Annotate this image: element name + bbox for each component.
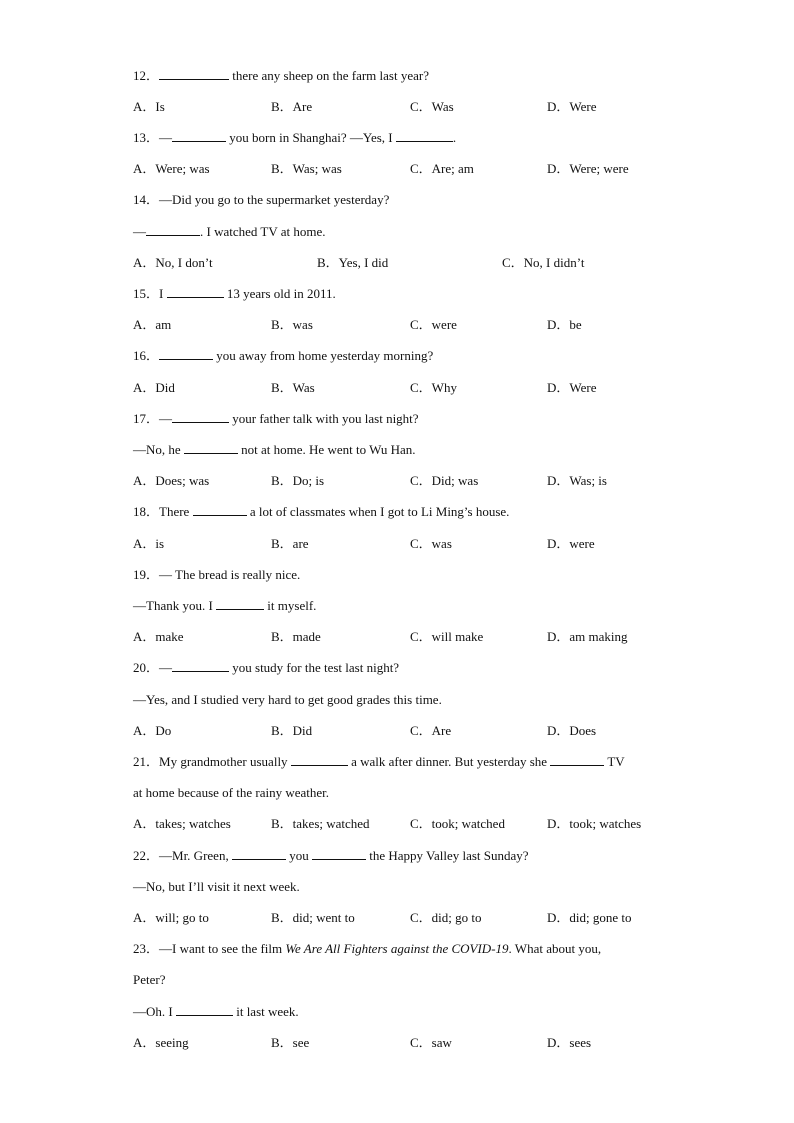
- option-d[interactable]: D．sees: [547, 1035, 592, 1050]
- option-d[interactable]: D．Does: [547, 723, 597, 738]
- film-title: We Are All Fighters against the COVID-19: [285, 941, 509, 956]
- option-b[interactable]: B．was: [271, 317, 313, 332]
- answer-blank: [232, 847, 286, 860]
- answer-blank: [291, 753, 348, 766]
- option-b[interactable]: B．did; went to: [271, 910, 355, 925]
- question-16-stem: 16． you away from home yesterday morning?: [133, 348, 434, 363]
- option-c[interactable]: C．will make: [410, 629, 484, 644]
- option-c[interactable]: C．No, I didn’t: [502, 255, 585, 270]
- option-a[interactable]: A．is: [133, 536, 165, 551]
- option-a[interactable]: A．seeing: [133, 1035, 189, 1050]
- option-b[interactable]: B．takes; watched: [271, 816, 370, 831]
- question-19-reply: —Thank you. I it myself.: [133, 598, 317, 613]
- option-d[interactable]: D．took; watches: [547, 816, 642, 831]
- question-17-stem: 17．— your father talk with you last night?: [133, 411, 419, 426]
- option-a[interactable]: A．am: [133, 317, 172, 332]
- option-b[interactable]: B．Do; is: [271, 473, 325, 488]
- option-d[interactable]: D．be: [547, 317, 582, 332]
- option-c[interactable]: C．Are; am: [410, 161, 474, 176]
- option-c[interactable]: C．took; watched: [410, 816, 505, 831]
- option-c[interactable]: C．Are: [410, 723, 452, 738]
- option-c[interactable]: C．was: [410, 536, 452, 551]
- answer-blank: [396, 129, 453, 142]
- question-23-continuation: Peter?: [133, 972, 166, 987]
- option-d[interactable]: D．Was; is: [547, 473, 607, 488]
- question-23-reply: —Oh. I it last week.: [133, 1004, 299, 1019]
- option-a[interactable]: A．Is: [133, 99, 165, 114]
- answer-blank: [172, 659, 229, 672]
- option-d[interactable]: D．Were; were: [547, 161, 629, 176]
- option-b[interactable]: B．made: [271, 629, 321, 644]
- question-20-reply: —Yes, and I studied very hard to get good grades this time.: [133, 692, 442, 707]
- answer-blank: [550, 753, 604, 766]
- question-21-stem: 21．My grandmother usually a walk after dinner. But yesterday she TV: [133, 754, 625, 769]
- question-20-stem: 20．— you study for the test last night?: [133, 660, 400, 675]
- option-c[interactable]: C．were: [410, 317, 457, 332]
- option-b[interactable]: B．Was: [271, 380, 315, 395]
- question-number: 12．: [133, 68, 160, 83]
- option-b[interactable]: B．Did: [271, 723, 313, 738]
- question-14-stem: 14．—Did you go to the supermarket yesterday?: [133, 192, 390, 207]
- answer-blank: [193, 503, 247, 516]
- answer-blank: [184, 441, 238, 454]
- question-23-stem: 23．—I want to see the film We Are All Fighters against the COVID-19. What about you,: [133, 941, 602, 956]
- option-a[interactable]: A．No, I don’t: [133, 255, 213, 270]
- option-c[interactable]: C．Why: [410, 380, 457, 395]
- option-a[interactable]: A．Were; was: [133, 161, 210, 176]
- option-a[interactable]: A．takes; watches: [133, 816, 231, 831]
- option-b[interactable]: B．Are: [271, 99, 313, 114]
- option-b[interactable]: B．are: [271, 536, 309, 551]
- question-17-reply: —No, he not at home. He went to Wu Han.: [133, 442, 416, 457]
- question-19-stem: 19．— The bread is really nice.: [133, 567, 301, 582]
- option-a[interactable]: A．Did: [133, 380, 175, 395]
- question-22-stem: 22．—Mr. Green, you the Happy Valley last Sunday?: [133, 848, 529, 863]
- option-b[interactable]: B．Yes, I did: [317, 255, 389, 270]
- answer-blank: [159, 67, 229, 80]
- option-d[interactable]: D．were: [547, 536, 595, 551]
- question-22-reply: —No, but I’ll visit it next week.: [133, 879, 300, 894]
- question-18-stem: 18．There a lot of classmates when I got to Li Ming’s house.: [133, 504, 510, 519]
- answer-blank: [159, 347, 213, 360]
- option-a[interactable]: A．will; go to: [133, 910, 209, 925]
- option-a[interactable]: A．make: [133, 629, 184, 644]
- answer-blank: [216, 597, 264, 610]
- question-13-stem: 13．— you born in Shanghai? —Yes, I .: [133, 130, 457, 145]
- question-21-continuation: at home because of the rainy weather.: [133, 785, 329, 800]
- option-c[interactable]: C．saw: [410, 1035, 452, 1050]
- option-a[interactable]: A．Does; was: [133, 473, 210, 488]
- answer-blank: [172, 129, 226, 142]
- answer-blank: [167, 285, 224, 298]
- option-c[interactable]: C．did; go to: [410, 910, 482, 925]
- question-12-stem: 12． there any sheep on the farm last year?: [133, 68, 429, 83]
- option-b[interactable]: B．Was; was: [271, 161, 342, 176]
- option-d[interactable]: D．am making: [547, 629, 628, 644]
- option-b[interactable]: B．see: [271, 1035, 310, 1050]
- option-d[interactable]: D．Were: [547, 380, 597, 395]
- option-d[interactable]: D．did; gone to: [547, 910, 632, 925]
- option-d[interactable]: D．Were: [547, 99, 597, 114]
- answer-blank: [176, 1003, 233, 1016]
- option-c[interactable]: C．Did; was: [410, 473, 479, 488]
- answer-blank: [312, 847, 366, 860]
- question-15-stem: 15．I 13 years old in 2011.: [133, 286, 336, 301]
- question-14-reply: — . I watched TV at home.: [133, 224, 326, 239]
- option-a[interactable]: A．Do: [133, 723, 172, 738]
- answer-blank: [172, 410, 229, 423]
- answer-blank: [146, 223, 200, 236]
- option-c[interactable]: C．Was: [410, 99, 454, 114]
